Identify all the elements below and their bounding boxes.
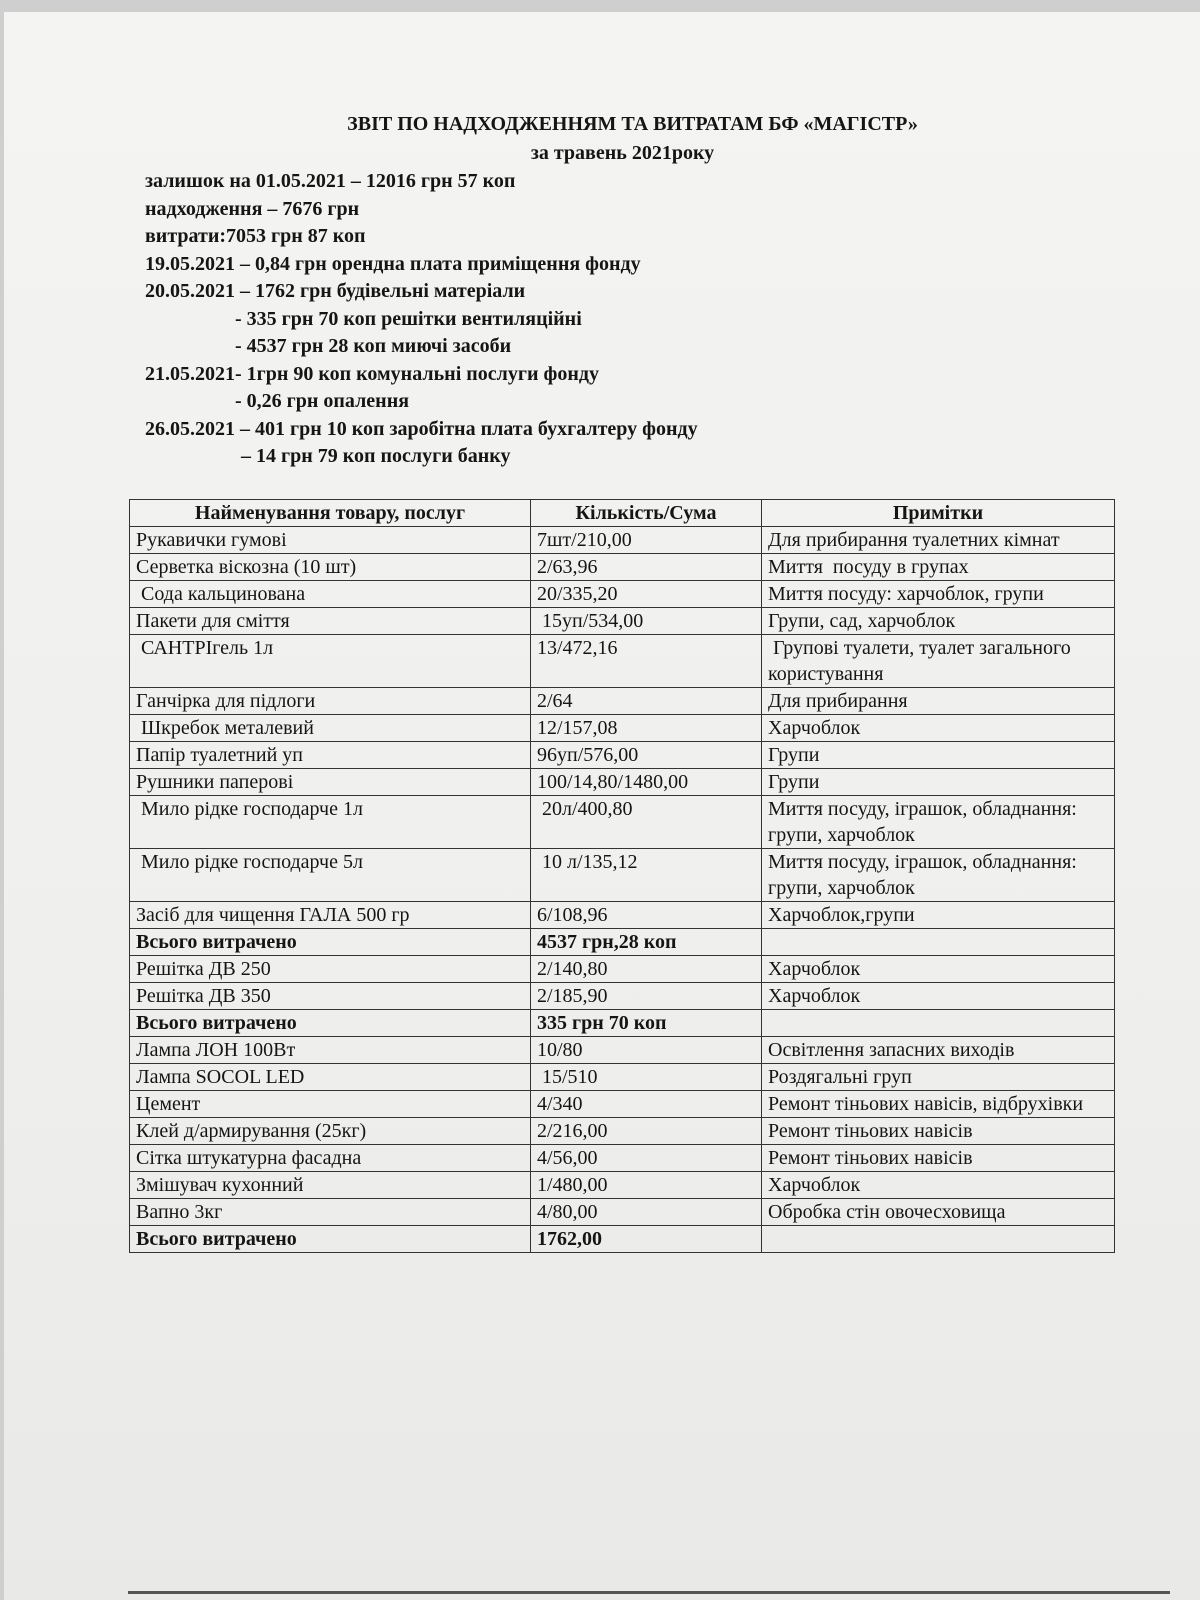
cell-note: Харчоблок <box>762 1172 1115 1199</box>
summary-line: - 0,26 грн опалення <box>235 390 410 412</box>
summary-line: надходження – 7676 грн <box>145 197 360 220</box>
cell-note: Миття посуду, іграшок, обладнання: групи, харчоблок <box>762 849 1115 902</box>
cell-note: Ремонт тіньових навісів <box>762 1145 1115 1172</box>
cell-name: Сітка штукатурна фасадна <box>130 1145 531 1172</box>
table-row <box>130 635 1115 688</box>
cell-note: Харчоблок,групи <box>762 902 1115 929</box>
summary-line: 26.05.2021 – 401 грн 10 коп заробітна плата бухгалтеру фонду <box>145 417 698 440</box>
table-row <box>130 1172 1115 1199</box>
cell-amount: 10 л/135,12 <box>531 849 762 902</box>
cell-note: Групи <box>762 742 1115 769</box>
table-row <box>130 849 1115 902</box>
cell-amount: 100/14,80/1480,00 <box>531 769 762 796</box>
table-row <box>130 1064 1115 1091</box>
cell-note: Харчоблок <box>762 956 1115 983</box>
cell-amount: 1762,00 <box>531 1226 762 1253</box>
cell-note <box>762 929 1115 956</box>
cell-amount: 20л/400,80 <box>531 796 762 849</box>
cell-amount: 4/56,00 <box>531 1145 762 1172</box>
cell-name: Решітка ДВ 250 <box>130 956 531 983</box>
table-row <box>130 554 1115 581</box>
header-amount: Кількість/Сума <box>531 500 762 527</box>
summary-line: витрати:7053 грн 87 коп <box>145 225 366 247</box>
table-row <box>130 742 1115 769</box>
cell-name: Всього витрачено <box>130 929 531 956</box>
cell-note: Миття посуду: харчоблок, групи <box>762 581 1115 608</box>
table-row <box>130 1199 1115 1226</box>
cell-name: Лампа ЛОН 100Вт <box>130 1037 531 1064</box>
report-title: ЗВІТ ПО НАДХОДЖЕННЯМ ТА ВИТРАТАМ БФ «МАГІСТР» <box>347 113 918 135</box>
cell-note: Групи, сад, харчоблок <box>762 608 1115 635</box>
table-row <box>130 902 1115 929</box>
table-row <box>130 1118 1115 1145</box>
summary-line: - 4537 грн 28 коп миючі засоби <box>235 335 512 357</box>
cell-amount: 1/480,00 <box>531 1172 762 1199</box>
cell-note: Роздягальні груп <box>762 1064 1115 1091</box>
cell-amount: 7шт/210,00 <box>531 527 762 554</box>
cell-name: Пакети для сміття <box>130 608 531 635</box>
cell-name: Сода кальцинована <box>130 581 531 608</box>
table-row <box>130 688 1115 715</box>
cell-note: Обробка стін овочесховища <box>762 1199 1115 1226</box>
cell-name: САНТРІгель 1л <box>130 635 531 688</box>
cell-note: Для прибирання <box>762 688 1115 715</box>
cell-note: Для прибирання туалетних кімнат <box>762 527 1115 554</box>
cell-amount: 2/63,96 <box>531 554 762 581</box>
cell-name: Серветка віскозна (10 шт) <box>130 554 531 581</box>
total-row <box>130 929 1115 956</box>
cell-amount: 6/108,96 <box>531 902 762 929</box>
cell-note: Групові туалети, туалет загального користування <box>762 635 1115 688</box>
page-bottom-rule <box>128 1591 1170 1594</box>
summary-line: 20.05.2021 – 1762 грн будівельні матеріали <box>145 280 526 302</box>
summary-line: 19.05.2021 – 0,84 грн орендна плата приміщення фонду <box>145 252 641 275</box>
total-row <box>130 1226 1115 1253</box>
cell-note: Харчоблок <box>762 983 1115 1010</box>
cell-note: Освітлення запасних виходів <box>762 1037 1115 1064</box>
cell-amount: 2/64 <box>531 688 762 715</box>
cell-amount: 4/340 <box>531 1091 762 1118</box>
table-row <box>130 983 1115 1010</box>
summary-line: - 335 грн 70 коп решітки вентиляційні <box>235 307 582 330</box>
cell-name: Шкребок металевий <box>130 715 531 742</box>
cell-amount: 4/80,00 <box>531 1199 762 1226</box>
table-row <box>130 1091 1115 1118</box>
cell-amount: 2/185,90 <box>531 983 762 1010</box>
cell-note: Ремонт тіньових навісів <box>762 1118 1115 1145</box>
table-row <box>130 715 1115 742</box>
cell-amount: 13/472,16 <box>531 635 762 688</box>
cell-name: Змішувач кухонний <box>130 1172 531 1199</box>
cell-name: Рушники паперові <box>130 769 531 796</box>
cell-name: Вапно 3кг <box>130 1199 531 1226</box>
table-row <box>130 769 1115 796</box>
cell-name: Папір туалетний уп <box>130 742 531 769</box>
header-notes: Примітки <box>762 500 1115 527</box>
cell-name: Всього витрачено <box>130 1010 531 1037</box>
cell-amount: 335 грн 70 коп <box>531 1010 762 1037</box>
table-row <box>130 1037 1115 1064</box>
table-row <box>130 956 1115 983</box>
cell-name: Ганчірка для підлоги <box>130 688 531 715</box>
report-subtitle: за травень 2021року <box>530 142 715 164</box>
table-row <box>130 581 1115 608</box>
cell-amount: 12/157,08 <box>531 715 762 742</box>
cell-name: Решітка ДВ 350 <box>130 983 531 1010</box>
cell-name: Мило рідке господарче 1л <box>130 796 531 849</box>
table-row <box>130 608 1115 635</box>
cell-name: Всього витрачено <box>130 1226 531 1253</box>
table-body <box>130 527 1115 1253</box>
cell-note: Харчоблок <box>762 715 1115 742</box>
cell-amount: 96уп/576,00 <box>531 742 762 769</box>
summary-line: – 14 грн 79 коп послуги банку <box>241 445 511 467</box>
table-row <box>130 1145 1115 1172</box>
cell-amount: 2/216,00 <box>531 1118 762 1145</box>
cell-amount: 15/510 <box>531 1064 762 1091</box>
cell-amount: 20/335,20 <box>531 581 762 608</box>
summary-line: залишок на 01.05.2021 – 12016 грн 57 коп <box>145 170 516 192</box>
cell-amount: 10/80 <box>531 1037 762 1064</box>
summary-line: 21.05.2021- 1грн 90 коп комунальні послуги фонду <box>145 362 599 385</box>
cell-name: Клей д/армирування (25кг) <box>130 1118 531 1145</box>
cell-amount: 4537 грн,28 коп <box>531 929 762 956</box>
cell-name: Засіб для чищення ГАЛА 500 гр <box>130 902 531 929</box>
cell-note: Ремонт тіньових навісів, відбрухівки <box>762 1091 1115 1118</box>
cell-amount: 2/140,80 <box>531 956 762 983</box>
expenses-table <box>129 499 1115 1253</box>
cell-name: Лампа SOCOL LED <box>130 1064 531 1091</box>
summary-lines <box>145 168 698 471</box>
cell-amount: 15уп/534,00 <box>531 608 762 635</box>
table-header-row <box>130 500 1115 527</box>
cell-note <box>762 1010 1115 1037</box>
header-name: Найменування товару, послуг <box>130 500 531 527</box>
cell-note: Миття посуду в групах <box>762 554 1115 581</box>
cell-name: Мило рідке господарче 5л <box>130 849 531 902</box>
cell-note: Групи <box>762 769 1115 796</box>
table-row <box>130 527 1115 554</box>
cell-note <box>762 1226 1115 1253</box>
table-row <box>130 796 1115 849</box>
total-row <box>130 1010 1115 1037</box>
cell-name: Рукавички гумові <box>130 527 531 554</box>
cell-name: Цемент <box>130 1091 531 1118</box>
cell-note: Миття посуду, іграшок, обладнання: групи, харчоблок <box>762 796 1115 849</box>
